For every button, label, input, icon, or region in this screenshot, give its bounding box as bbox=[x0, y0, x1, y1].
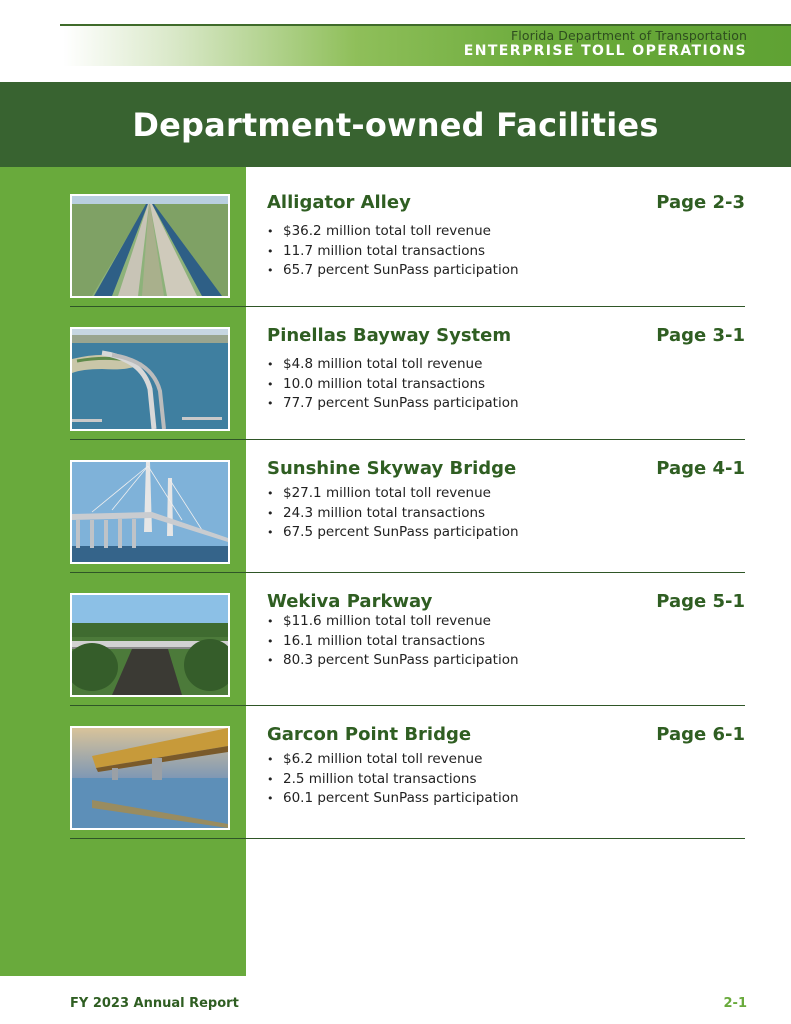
bay-causeway-aerial-image bbox=[72, 329, 228, 429]
facility-garcon-point bbox=[70, 706, 745, 839]
title-bar bbox=[0, 82, 791, 167]
facility-page-ref: Page 3-1 bbox=[656, 325, 745, 346]
page-title: Department-owned Facilities bbox=[132, 105, 659, 144]
facility-name: Sunshine Skyway Bridge bbox=[267, 458, 517, 479]
facility-name: Alligator Alley bbox=[267, 192, 411, 213]
facility-sunshine-skyway bbox=[70, 440, 745, 573]
facility-name: Wekiva Parkway bbox=[267, 591, 433, 612]
header-division: ENTERPRISE TOLL OPERATIONS bbox=[463, 43, 747, 59]
facility-pinellas-bayway bbox=[70, 307, 745, 440]
facility-photo bbox=[70, 460, 230, 564]
section-divider bbox=[70, 838, 745, 840]
facility-wekiva-parkway bbox=[70, 573, 745, 706]
stat-sunpass: • 77.7 percent SunPass participation bbox=[267, 395, 519, 411]
facility-stats bbox=[267, 222, 519, 281]
stat-revenue: • $36.2 million total toll revenue bbox=[267, 223, 491, 239]
stat-transactions: • 10.0 million total transactions bbox=[267, 375, 486, 392]
facility-page-ref: Page 2-3 bbox=[656, 192, 745, 213]
bridge-sunset-image bbox=[72, 728, 228, 828]
stat-transactions: • 24.3 million total transactions bbox=[267, 504, 486, 521]
facility-photo bbox=[70, 327, 230, 431]
stat-revenue: • $6.2 million total toll revenue bbox=[267, 751, 483, 767]
header-rule bbox=[60, 24, 791, 26]
facility-photo bbox=[70, 194, 230, 298]
stat-sunpass: • 67.5 percent SunPass participation bbox=[267, 524, 519, 540]
stat-transactions: • 11.7 million total transactions bbox=[267, 242, 486, 259]
facility-page-ref: Page 6-1 bbox=[656, 724, 745, 745]
facility-name: Pinellas Bayway System bbox=[267, 325, 512, 346]
header-organization: Florida Department of Transportation bbox=[511, 28, 747, 43]
parkway-river-bridge-image bbox=[72, 595, 228, 695]
facility-photo bbox=[70, 726, 230, 830]
facility-stats bbox=[267, 355, 519, 414]
stat-sunpass: • 60.1 percent SunPass participation bbox=[267, 790, 519, 806]
stat-transactions: • 2.5 million total transactions bbox=[267, 770, 477, 787]
facility-page-ref: Page 5-1 bbox=[656, 591, 745, 612]
facility-alligator-alley bbox=[70, 174, 745, 307]
facility-photo bbox=[70, 593, 230, 697]
stat-revenue: • $27.1 million total toll revenue bbox=[267, 485, 491, 501]
highway-canal-aerial-image bbox=[72, 196, 228, 296]
facility-page-ref: Page 4-1 bbox=[656, 458, 745, 479]
stat-transactions: • 16.1 million total transactions bbox=[267, 632, 486, 649]
facility-stats bbox=[267, 750, 519, 809]
facility-stats bbox=[267, 484, 519, 543]
facility-name: Garcon Point Bridge bbox=[267, 724, 472, 745]
stat-sunpass: • 80.3 percent SunPass participation bbox=[267, 652, 519, 668]
footer-report-title: FY 2023 Annual Report bbox=[70, 996, 239, 1011]
footer-page-number: 2-1 bbox=[723, 996, 747, 1011]
stat-revenue: • $11.6 million total toll revenue bbox=[267, 613, 491, 629]
facility-stats bbox=[267, 612, 519, 671]
stat-sunpass: • 65.7 percent SunPass participation bbox=[267, 262, 519, 278]
cable-stayed-bridge-image bbox=[72, 462, 228, 562]
stat-revenue: • $4.8 million total toll revenue bbox=[267, 356, 483, 372]
